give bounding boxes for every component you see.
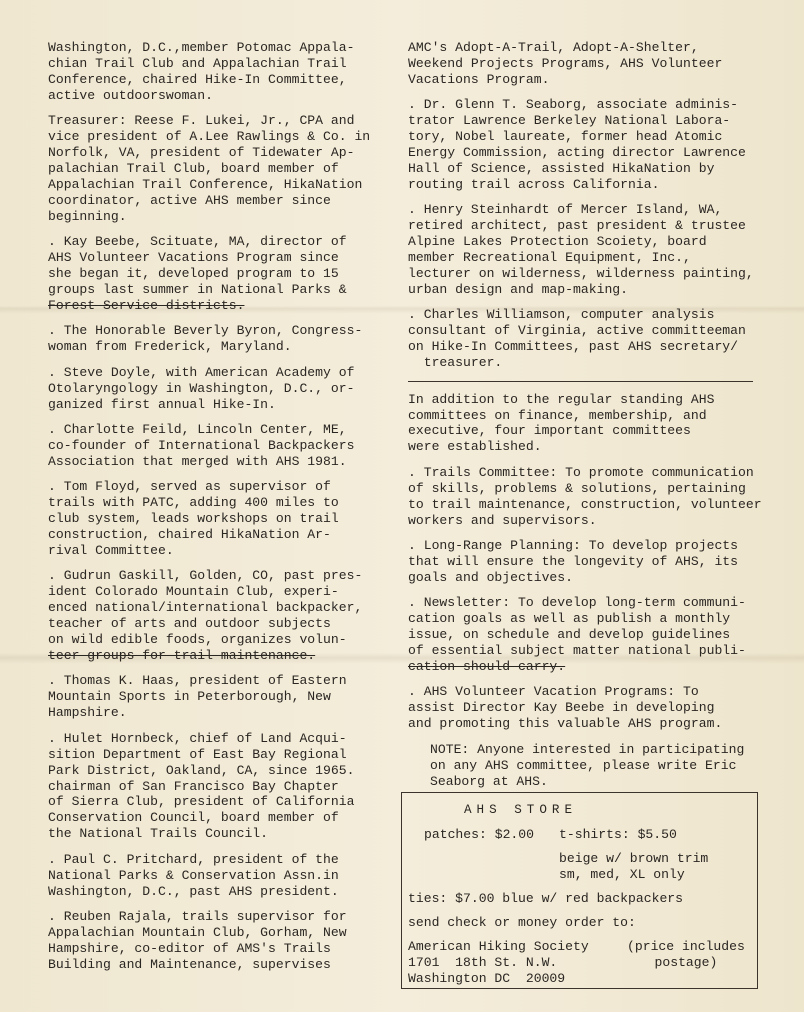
text-line: . Dr. Glenn T. Seaborg, associate adminis- <box>408 97 739 113</box>
text-line: . Gudrun Gaskill, Golden, CO, past pres- <box>48 568 363 584</box>
text-line: Washington, D.C., past AHS president. <box>48 883 339 899</box>
text-line: workers and supervisors. <box>408 512 597 528</box>
text-line: on wild edible foods, organizes volun- <box>48 632 347 648</box>
entry-tom-floyd <box>48 479 390 559</box>
text-line: . Henry Steinhardt of Mercer Island, WA, <box>408 202 723 218</box>
text-line: woman from Frederick, Maryland. <box>48 339 292 355</box>
text-line: Conference, chaired Hike-In Committee, <box>48 71 347 87</box>
participation-note <box>430 742 764 790</box>
text-line: . Reuben Rajala, trails supervisor for <box>48 909 347 925</box>
text-line: tory, Nobel laureate, former head Atomic <box>408 129 723 145</box>
text-line: Hampshire, co-editor of AMS's Trails <box>48 940 331 956</box>
text-line: of essential subject matter national publi- <box>408 643 746 659</box>
text-line: executive, four important committees <box>408 423 691 439</box>
text-line: vice president of A.Lee Rawlings & Co. in <box>48 129 371 145</box>
entry-kay-beebe <box>48 234 390 314</box>
entry-gudrun-gaskill <box>48 568 390 663</box>
text-line: and promoting this valuable AHS program. <box>408 716 723 732</box>
text-line: . Hulet Hornbeck, chief of Land Acqui- <box>48 730 347 746</box>
text-line: beige w/ brown trim <box>559 851 709 866</box>
text-line: . Newsletter: To develop long-term communi- <box>408 595 746 611</box>
text-line: treasurer. <box>408 355 503 371</box>
entry-steve-doyle <box>48 365 390 413</box>
text-line: teer groups for trail maintenance. <box>48 647 316 663</box>
entry-glenn-seaborg <box>408 97 764 192</box>
text-line: 1701 18th St. N.W. <box>408 954 558 970</box>
text-line: . AHS Volunteer Vacation Programs: To <box>408 684 699 700</box>
text-line: the National Trails Council. <box>48 826 269 842</box>
text-line: were established. <box>408 439 542 455</box>
entry-beverly-byron <box>48 323 390 355</box>
text-line: American Hiking Society <box>408 939 589 954</box>
text-line: In addition to the regular standing AHS <box>408 391 715 407</box>
entry-reuben-rajala <box>48 909 390 973</box>
text-line: ident Colorado Mountain Club, experi- <box>48 584 339 600</box>
text-line: Association that merged with AHS 1981. <box>48 453 347 469</box>
left-column <box>48 40 390 982</box>
text-line: routing trail across California. <box>408 176 660 192</box>
right-column <box>408 40 764 799</box>
text-line: Alpine Lakes Protection Scoiety, board <box>408 234 707 250</box>
text-line: on Hike-In Committees, past AHS secretary/ <box>408 339 739 355</box>
text-line: . Tom Floyd, served as supervisor of <box>48 479 331 495</box>
text-line: retired architect, past president & trustee <box>408 218 746 234</box>
text-line: Energy Commission, acting director Lawrence <box>408 145 746 161</box>
text-line: . Thomas K. Haas, president of Eastern <box>48 673 347 689</box>
text-line: trator Lawrence Berkeley National Labora- <box>408 113 731 129</box>
text-line: National Parks & Conservation Assn.in <box>48 867 339 883</box>
text-line: Forest Service districts. <box>48 297 245 313</box>
text-line: Hall of Science, assisted HikaNation by <box>408 160 715 176</box>
text-line: sition Department of East Bay Regional <box>48 746 347 762</box>
text-line: of skills, problems & solutions, pertaining <box>408 480 746 496</box>
long-range-planning <box>408 538 764 586</box>
entry-paul-pritchard <box>48 852 390 900</box>
text-line: cation should carry. <box>408 658 566 674</box>
text-line: committees on finance, membership, and <box>408 407 707 423</box>
text-line: Conservation Council, board member of <box>48 810 339 826</box>
text-line: chian Trail Club and Appalachian Trail <box>48 55 347 71</box>
text-line: Appalachian Trail Conference, HikaNation <box>48 176 363 192</box>
text-line: chairman of San Francisco Bay Chapter <box>48 778 339 794</box>
entry-charlotte-feild <box>48 422 390 470</box>
text-line: lecturer on wilderness, wilderness painting, <box>408 265 754 281</box>
entry-hulet-hornbeck <box>48 731 390 842</box>
text-line: Mountain Sports in Peterborough, New <box>48 689 331 705</box>
text-line: groups last summer in National Parks & <box>48 281 347 297</box>
text-line: . The Honorable Beverly Byron, Congress- <box>48 323 363 339</box>
entry-continuation <box>48 40 390 104</box>
text-line: urban design and map-making. <box>408 281 629 297</box>
text-line: Washington DC 20009 <box>408 970 566 986</box>
text-line: palachian Trail Club, board member of <box>48 160 339 176</box>
text-line: consultant of Virginia, active committeeman <box>408 323 746 339</box>
text-line: postage) <box>654 954 718 970</box>
text-line: . Charles Williamson, computer analysis <box>408 307 715 323</box>
entry-rajala-continued <box>408 40 764 88</box>
text-line: assist Director Kay Beebe in developing <box>408 700 715 716</box>
text-line: Norfolk, VA, president of Tidewater Ap- <box>48 145 355 161</box>
text-line: coordinator, active AHS member since <box>48 192 331 208</box>
text-line: member Recreational Equipment, Inc., <box>408 250 691 266</box>
text-line: Hampshire. <box>48 705 127 721</box>
volunteer-vacation-programs <box>408 684 764 732</box>
text-line: . Kay Beebe, Scituate, MA, director of <box>48 234 347 250</box>
text-line: ganized first annual Hike-In. <box>48 396 276 412</box>
store-title: AHS STORE <box>464 803 578 817</box>
entry-treasurer <box>48 113 390 224</box>
text-line: to trail maintenance, construction, volunteer <box>408 496 762 512</box>
trails-committee <box>408 465 764 529</box>
text-line: AMC's Adopt-A-Trail, Adopt-A-Shelter, <box>408 40 699 55</box>
text-line: issue, on schedule and develop guidelines <box>408 627 731 643</box>
text-line: (price includes <box>627 939 745 954</box>
text-line: rival Committee. <box>48 542 174 558</box>
text-line: Weekend Projects Programs, AHS Volunteer <box>408 55 723 71</box>
text-line: AHS Volunteer Vacations Program since <box>48 250 339 266</box>
text-line: club system, leads workshops on trail <box>48 511 339 527</box>
newsletter-committee <box>408 595 764 675</box>
text-line: that will ensure the longevity of AHS, its <box>408 553 739 569</box>
ahs-store-box <box>401 792 758 989</box>
text-line: she began it, developed program to 15 <box>48 265 339 281</box>
text-line: co-founder of International Backpackers <box>48 437 355 453</box>
text-line: Seaborg at AHS. <box>430 773 548 789</box>
text-line: Washington, D.C.,member Potomac Appala- <box>48 40 355 55</box>
entry-thomas-haas <box>48 673 390 721</box>
entry-charles-williamson <box>408 307 764 371</box>
ties-price: ties: $7.00 blue w/ red backpackers <box>408 891 684 906</box>
mailing-address <box>408 939 589 987</box>
text-line: goals and objectives. <box>408 569 574 585</box>
text-line: Building and Maintenance, supervises <box>48 956 331 972</box>
text-line: Appalachian Mountain Club, Gorham, New <box>48 924 347 940</box>
text-line: construction, chaired HikaNation Ar- <box>48 527 331 543</box>
text-line: Park District, Oakland, CA, since 1965. <box>48 762 355 778</box>
send-instructions: send check or money order to: <box>408 915 636 930</box>
text-line: . Steve Doyle, with American Academy of <box>48 364 355 380</box>
section-divider <box>408 381 753 382</box>
price-note <box>627 939 745 971</box>
text-line: sm, med, XL only <box>559 866 685 882</box>
text-line: Vacations Program. <box>408 71 550 87</box>
text-line: Otolaryngology in Washington, D.C., or- <box>48 380 355 396</box>
text-line: teacher of arts and outdoor subjects <box>48 616 331 632</box>
committees-intro <box>408 392 764 456</box>
text-line: . Long-Range Planning: To develop projects <box>408 538 739 554</box>
tshirts-price: t-shirts: $5.50 <box>559 827 677 842</box>
text-line: cation goals as well as publish a monthly <box>408 611 731 627</box>
text-line: trails with PATC, adding 400 miles to <box>48 495 339 511</box>
entry-henry-steinhardt <box>408 202 764 297</box>
text-line: active outdoorswoman. <box>48 87 214 103</box>
text-line: of Sierra Club, president of California <box>48 794 355 810</box>
text-line: Treasurer: Reese F. Lukei, Jr., CPA and <box>48 113 355 129</box>
text-line: enced national/international backpacker, <box>48 600 363 616</box>
text-line: on any AHS committee, please write Eric <box>430 757 737 773</box>
text-line: . Paul C. Pritchard, president of the <box>48 851 339 867</box>
patches-price: patches: $2.00 <box>424 827 535 842</box>
tshirt-details <box>559 851 708 883</box>
text-line: NOTE: Anyone interested in participating <box>430 741 745 757</box>
text-line: . Charlotte Feild, Lincoln Center, ME, <box>48 422 347 437</box>
text-line: . Trails Committee: To promote communication <box>408 464 754 480</box>
text-line: beginning. <box>48 208 127 224</box>
